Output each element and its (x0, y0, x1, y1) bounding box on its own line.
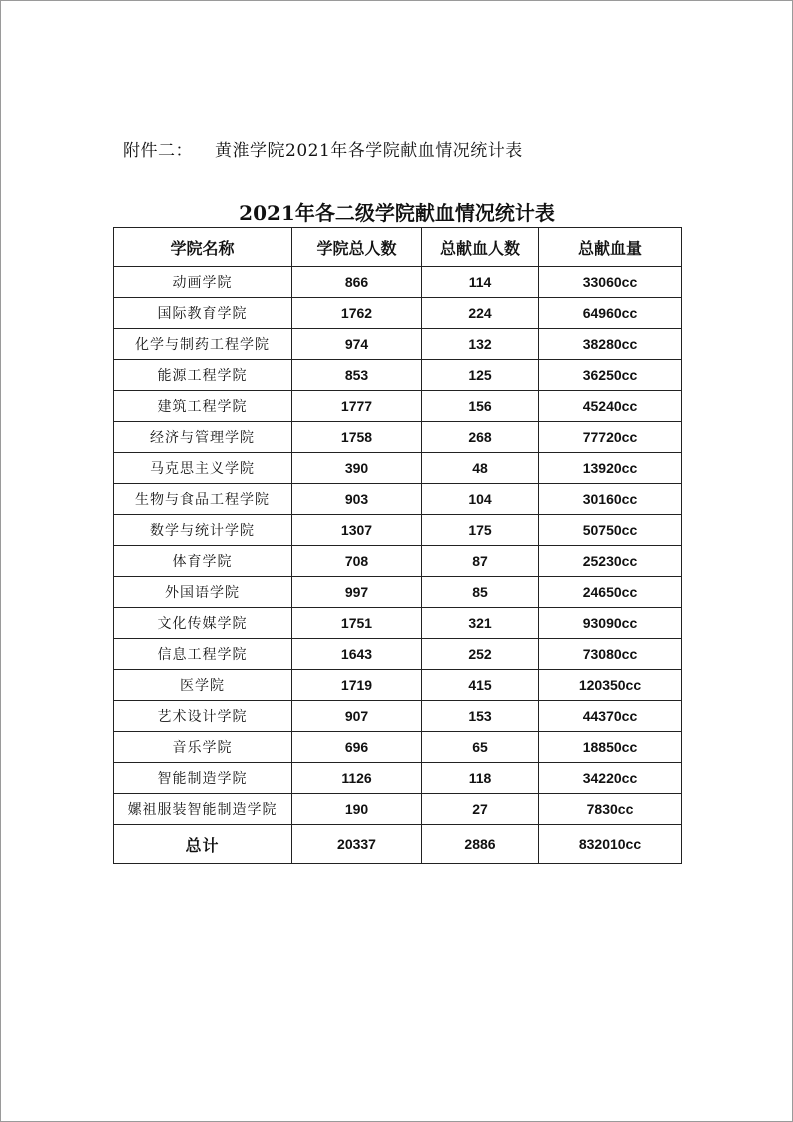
donor-count-cell: 118 (422, 763, 539, 794)
total-students-cell: 390 (292, 453, 422, 484)
table-row (114, 267, 682, 298)
donation-volume-cell: 120350cc (539, 670, 682, 701)
total-students-cell: 708 (292, 546, 422, 577)
donor-count-cell: 132 (422, 329, 539, 360)
college-name-cell: 音乐学院 (114, 732, 292, 763)
college-name-cell: 马克思主义学院 (114, 453, 292, 484)
table-row (114, 732, 682, 763)
college-name-cell: 数学与统计学院 (114, 515, 292, 546)
blood-donation-table (113, 227, 682, 864)
donor-count-cell: 114 (422, 267, 539, 298)
total-students-cell: 997 (292, 577, 422, 608)
donation-volume-cell: 24650cc (539, 577, 682, 608)
table-row (114, 794, 682, 825)
donor-count-cell: 87 (422, 546, 539, 577)
table-row (114, 608, 682, 639)
donation-volume-cell: 64960cc (539, 298, 682, 329)
total-students-cell: 1307 (292, 515, 422, 546)
attachment-line (123, 136, 523, 161)
table-row (114, 484, 682, 515)
total-students-cell: 903 (292, 484, 422, 515)
attachment-prefix: 附件二： (123, 141, 193, 161)
college-name-cell: 外国语学院 (114, 577, 292, 608)
column-header-donors: 总献血人数 (422, 228, 539, 267)
column-header-college: 学院名称 (114, 228, 292, 267)
table-row (114, 391, 682, 422)
college-name-cell: 建筑工程学院 (114, 391, 292, 422)
total-row (114, 825, 682, 864)
college-name-cell: 生物与食品工程学院 (114, 484, 292, 515)
total-students-cell: 1643 (292, 639, 422, 670)
total-donation-volume-cell: 832010cc (539, 825, 682, 864)
total-students-cell: 907 (292, 701, 422, 732)
table-row (114, 670, 682, 701)
donation-volume-cell: 18850cc (539, 732, 682, 763)
donation-volume-cell: 25230cc (539, 546, 682, 577)
donor-count-cell: 85 (422, 577, 539, 608)
total-college-name-cell: 总计 (114, 825, 292, 864)
donation-volume-cell: 13920cc (539, 453, 682, 484)
total-students-cell: 866 (292, 267, 422, 298)
college-name-cell: 能源工程学院 (114, 360, 292, 391)
donor-count-cell: 321 (422, 608, 539, 639)
donation-volume-cell: 50750cc (539, 515, 682, 546)
header-row (114, 228, 682, 267)
table-row (114, 515, 682, 546)
college-name-cell: 嫘祖服装智能制造学院 (114, 794, 292, 825)
total-students-cell: 974 (292, 329, 422, 360)
donation-volume-cell: 33060cc (539, 267, 682, 298)
table-row (114, 546, 682, 577)
college-name-cell: 经济与管理学院 (114, 422, 292, 453)
table-row (114, 639, 682, 670)
donation-volume-cell: 44370cc (539, 701, 682, 732)
college-name-cell: 国际教育学院 (114, 298, 292, 329)
table-row (114, 577, 682, 608)
column-header-total-students: 学院总人数 (292, 228, 422, 267)
donor-count-cell: 268 (422, 422, 539, 453)
college-name-cell: 文化传媒学院 (114, 608, 292, 639)
donor-count-cell: 175 (422, 515, 539, 546)
attachment-text: 黄淮学院2021年各学院献血情况统计表 (215, 141, 523, 161)
college-name-cell: 医学院 (114, 670, 292, 701)
college-name-cell: 化学与制药工程学院 (114, 329, 292, 360)
donor-count-cell: 224 (422, 298, 539, 329)
donation-volume-cell: 34220cc (539, 763, 682, 794)
donor-count-cell: 153 (422, 701, 539, 732)
donation-volume-cell: 38280cc (539, 329, 682, 360)
total-students-cell: 190 (292, 794, 422, 825)
table-body (114, 267, 682, 864)
table-row (114, 329, 682, 360)
donation-volume-cell: 30160cc (539, 484, 682, 515)
table-title: 2021年各二级学院献血情况统计表 (239, 201, 555, 225)
donation-volume-cell: 77720cc (539, 422, 682, 453)
total-students-cell: 696 (292, 732, 422, 763)
total-total-students-cell: 20337 (292, 825, 422, 864)
total-students-cell: 1758 (292, 422, 422, 453)
total-students-cell: 1762 (292, 298, 422, 329)
college-name-cell: 艺术设计学院 (114, 701, 292, 732)
column-header-volume: 总献血量 (539, 228, 682, 267)
donation-volume-cell: 45240cc (539, 391, 682, 422)
table-row (114, 453, 682, 484)
total-students-cell: 1126 (292, 763, 422, 794)
donor-count-cell: 104 (422, 484, 539, 515)
college-name-cell: 智能制造学院 (114, 763, 292, 794)
donor-count-cell: 48 (422, 453, 539, 484)
table-row (114, 701, 682, 732)
total-students-cell: 1719 (292, 670, 422, 701)
total-students-cell: 1751 (292, 608, 422, 639)
table-row (114, 763, 682, 794)
donor-count-cell: 252 (422, 639, 539, 670)
donor-count-cell: 65 (422, 732, 539, 763)
donation-volume-cell: 7830cc (539, 794, 682, 825)
college-name-cell: 动画学院 (114, 267, 292, 298)
table-row (114, 360, 682, 391)
donation-volume-cell: 93090cc (539, 608, 682, 639)
donor-count-cell: 415 (422, 670, 539, 701)
total-students-cell: 1777 (292, 391, 422, 422)
total-donor-count-cell: 2886 (422, 825, 539, 864)
donor-count-cell: 125 (422, 360, 539, 391)
donation-volume-cell: 36250cc (539, 360, 682, 391)
donor-count-cell: 156 (422, 391, 539, 422)
total-students-cell: 853 (292, 360, 422, 391)
donor-count-cell: 27 (422, 794, 539, 825)
college-name-cell: 体育学院 (114, 546, 292, 577)
table-row (114, 298, 682, 329)
college-name-cell: 信息工程学院 (114, 639, 292, 670)
table-row (114, 422, 682, 453)
donation-volume-cell: 73080cc (539, 639, 682, 670)
